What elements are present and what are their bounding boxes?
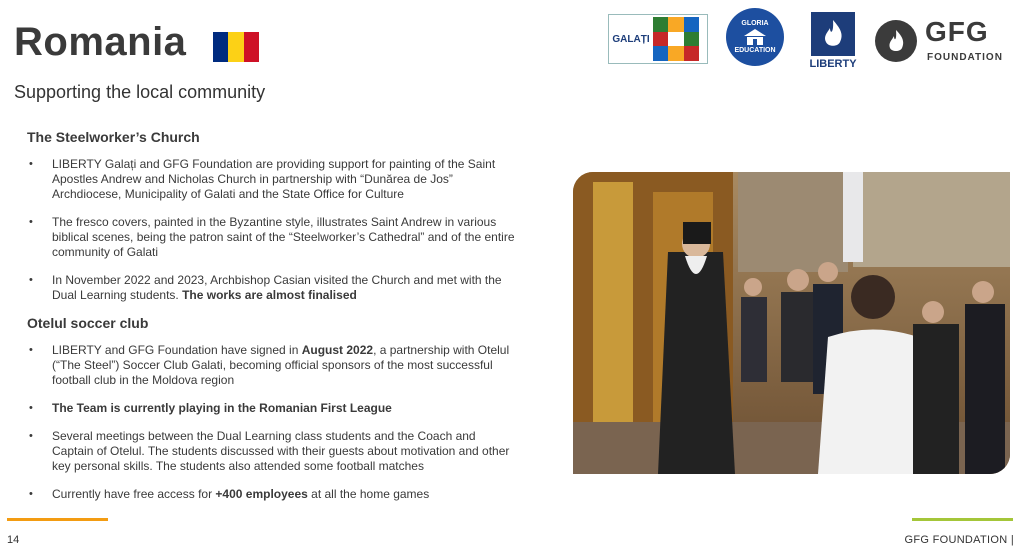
section-heading-church: The Steelworker’s Church xyxy=(27,129,200,145)
page-number: 14 xyxy=(7,534,20,546)
flame-icon xyxy=(818,18,848,50)
page-subtitle: Supporting the local community xyxy=(14,82,266,102)
list-item: • In November 2022 and 2023, Archbishop Casian visited the Church and met with the Dual Learning students. The works are almost finalised xyxy=(27,273,517,303)
church-visit-photo xyxy=(573,172,1010,474)
church-visit-illustration xyxy=(573,172,1010,474)
gfg-logo-subtext: FOUNDATION xyxy=(927,52,1003,63)
liberty-logo xyxy=(808,12,858,74)
gloria-logo-top: GLORIA xyxy=(741,20,769,27)
page-title: Romania xyxy=(14,20,187,64)
list-item: • The fresco covers, painted in the Byzantine style, illustrates Saint Andrew in various biblical scenes, being the patron saint of the “Steelworker’s Cathedral” and of the entire community of Galati xyxy=(27,215,517,260)
galati-crest-icon xyxy=(653,17,699,61)
partner-logos xyxy=(608,8,1018,74)
soccer-bullet-list xyxy=(27,343,517,502)
main-content xyxy=(27,130,517,515)
gloria-education-logo xyxy=(726,8,784,66)
church-bullet-list xyxy=(27,157,517,303)
list-item: • Several meetings between the Dual Learning class students and the Coach and Captain of Otelul. The students discussed with their guests about motivation and other key personal skills. The students also attended some football matches xyxy=(27,429,517,474)
galati-logo-text: GALAȚI xyxy=(612,33,650,45)
gfg-foundation-logo xyxy=(875,16,1015,68)
school-icon xyxy=(742,27,768,47)
galati-logo xyxy=(608,14,708,64)
gloria-logo-bottom: EDUCATION xyxy=(734,47,776,54)
romania-flag-icon xyxy=(213,32,259,62)
footer-accent-bar-right xyxy=(912,518,1013,521)
list-item: • The Team is currently playing in the Romanian First League xyxy=(27,401,517,416)
footer-accent-bar-left xyxy=(7,518,108,521)
list-item: • Currently have free access for +400 employees at all the home games xyxy=(27,487,517,502)
list-item: • LIBERTY Galați and GFG Foundation are providing support for painting of the Saint Apostles Andrew and Nicholas Church in partnership with “Dunărea de Jos” Archdiocese, Municipality of Galati and the State Office for Culture xyxy=(27,157,517,202)
section-heading-soccer: Otelul soccer club xyxy=(27,315,149,331)
liberty-logo-text: LIBERTY xyxy=(809,58,857,70)
footer-brand: GFG FOUNDATION | xyxy=(904,534,1014,546)
list-item: • LIBERTY and GFG Foundation have signed in August 2022, a partnership with Otelul (“The Steel”) Soccer Club Galati, becoming official sponsors of the most successful football club in the Moldova region xyxy=(27,343,517,388)
gfg-flame-icon xyxy=(884,28,908,54)
gfg-logo-text: GFG xyxy=(925,16,989,47)
